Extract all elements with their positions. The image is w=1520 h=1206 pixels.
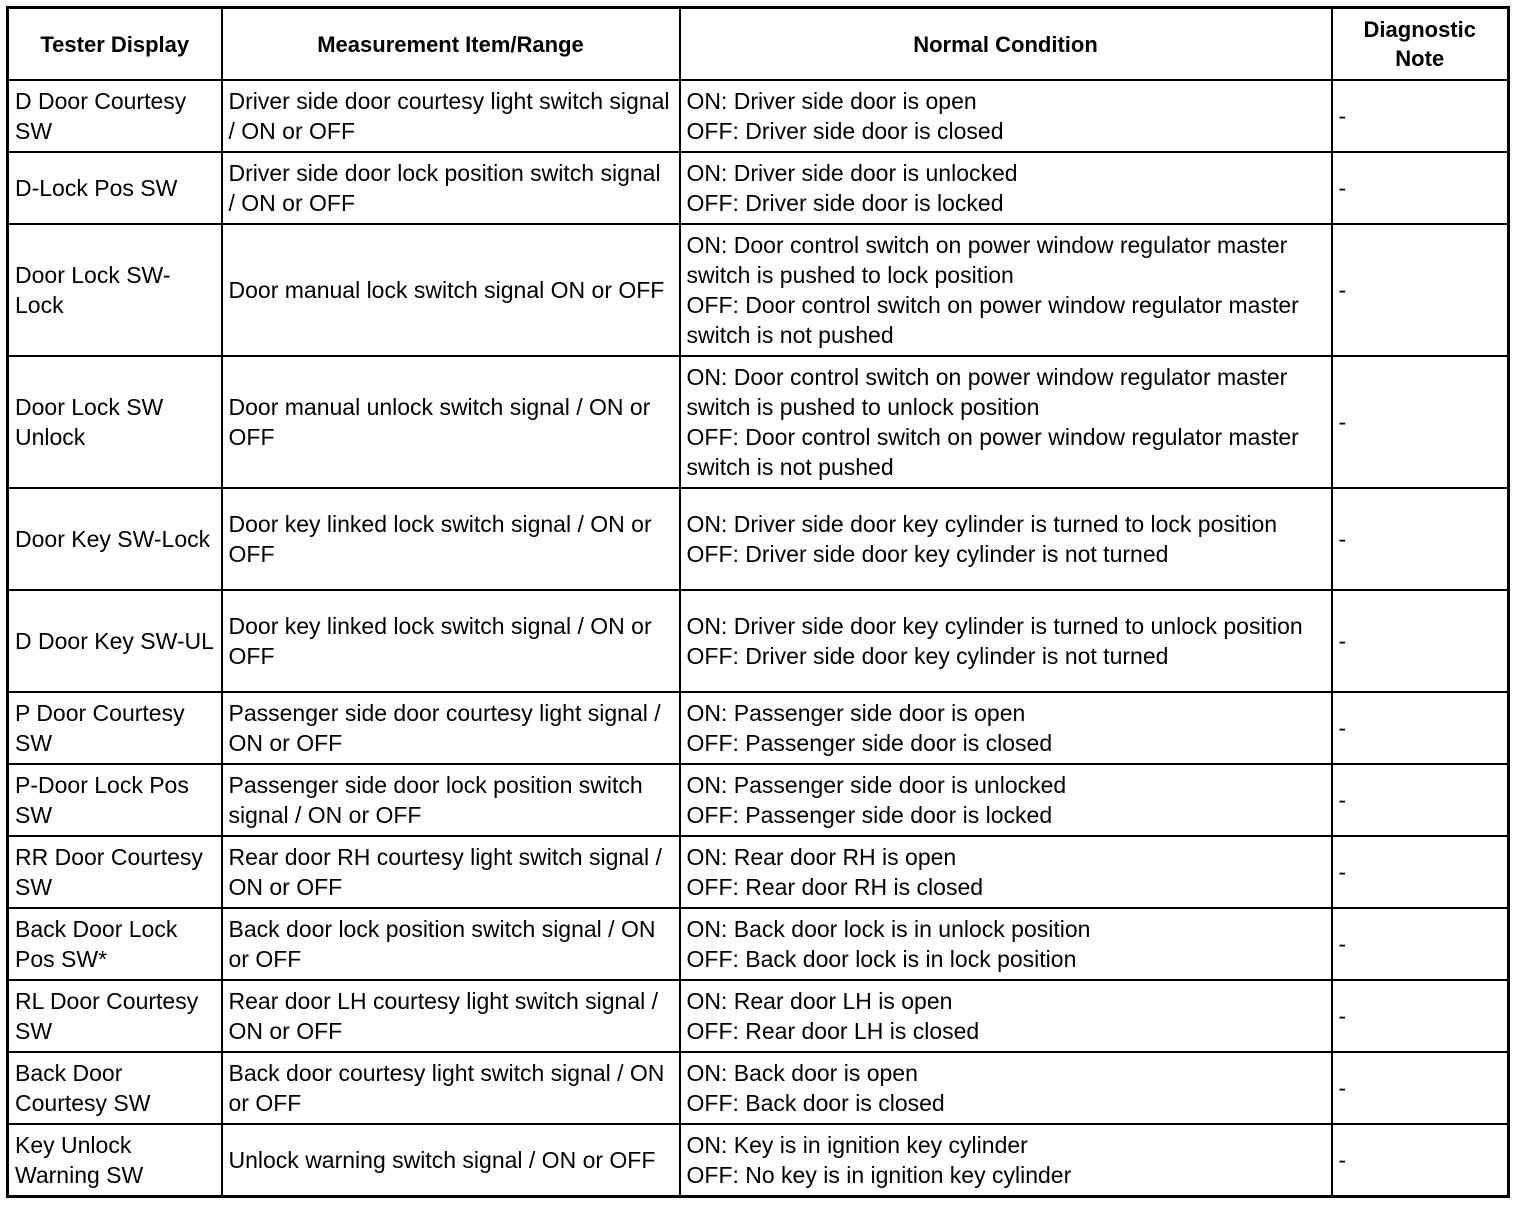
tester-display-cell: D Door Courtesy SW bbox=[8, 80, 222, 152]
measurement-cell: Driver side door courtesy light switch signal / ON or OFF bbox=[222, 80, 680, 152]
tester-display-cell: P-Door Lock Pos SW bbox=[8, 764, 222, 836]
condition-off: OFF: Door control switch on power window regulator master switch is not pushed bbox=[686, 292, 1299, 348]
condition-off: OFF: Back door is closed bbox=[686, 1090, 945, 1116]
table-row bbox=[8, 980, 1509, 1052]
diagnostic-note-cell: - bbox=[1332, 1052, 1509, 1124]
diagnostic-note-cell: - bbox=[1332, 224, 1509, 356]
condition-off: OFF: Passenger side door is locked bbox=[686, 802, 1053, 828]
measurement-cell: Rear door LH courtesy light switch signal / ON or OFF bbox=[222, 980, 680, 1052]
diagnostic-note-cell: - bbox=[1332, 80, 1509, 152]
diagnostic-note-cell: - bbox=[1332, 692, 1509, 764]
table-header-row bbox=[8, 8, 1509, 81]
table-row bbox=[8, 764, 1509, 836]
condition-on: ON: Back door lock is in unlock position bbox=[686, 916, 1091, 942]
table-row bbox=[8, 590, 1509, 692]
table-row bbox=[8, 224, 1509, 356]
normal-condition-cell bbox=[680, 764, 1332, 836]
tester-display-cell: D Door Key SW-UL bbox=[8, 590, 222, 692]
condition-off: OFF: Back door lock is in lock position bbox=[686, 946, 1077, 972]
table-row bbox=[8, 692, 1509, 764]
condition-on: ON: Passenger side door is open bbox=[686, 700, 1026, 726]
tester-display-cell: Door Lock SW-Lock bbox=[8, 224, 222, 356]
normal-condition-cell bbox=[680, 224, 1332, 356]
table-row bbox=[8, 80, 1509, 152]
condition-on: ON: Door control switch on power window regulator master switch is pushed to lock position bbox=[686, 232, 1288, 288]
tester-display-cell: RL Door Courtesy SW bbox=[8, 980, 222, 1052]
header-normal-condition: Normal Condition bbox=[680, 8, 1332, 81]
normal-condition-cell bbox=[680, 692, 1332, 764]
normal-condition-cell bbox=[680, 590, 1332, 692]
diagnostic-note-cell: - bbox=[1332, 356, 1509, 488]
diagnostic-note-cell: - bbox=[1332, 590, 1509, 692]
condition-off: OFF: Door control switch on power window regulator master switch is not pushed bbox=[686, 424, 1299, 480]
data-monitor-table bbox=[6, 6, 1510, 1198]
measurement-cell: Rear door RH courtesy light switch signal / ON or OFF bbox=[222, 836, 680, 908]
tester-display-cell: Door Key SW-Lock bbox=[8, 488, 222, 590]
normal-condition-cell bbox=[680, 836, 1332, 908]
table-row bbox=[8, 356, 1509, 488]
measurement-cell: Unlock warning switch signal / ON or OFF bbox=[222, 1124, 680, 1196]
measurement-cell: Back door courtesy light switch signal / ON or OFF bbox=[222, 1052, 680, 1124]
table-row bbox=[8, 836, 1509, 908]
condition-off: OFF: Rear door RH is closed bbox=[686, 874, 984, 900]
condition-on: ON: Driver side door is unlocked bbox=[686, 160, 1018, 186]
tester-display-cell: Back Door Courtesy SW bbox=[8, 1052, 222, 1124]
header-diagnostic-note: Diagnostic Note bbox=[1332, 8, 1509, 81]
measurement-cell: Passenger side door courtesy light signal / ON or OFF bbox=[222, 692, 680, 764]
condition-on: ON: Door control switch on power window regulator master switch is pushed to unlock position bbox=[686, 364, 1288, 420]
header-tester-display: Tester Display bbox=[8, 8, 222, 81]
condition-on: ON: Key is in ignition key cylinder bbox=[686, 1131, 1028, 1158]
normal-condition-cell bbox=[680, 356, 1332, 488]
table-row bbox=[8, 908, 1509, 980]
condition-on: ON: Driver side door is open bbox=[686, 88, 977, 114]
measurement-cell: Door key linked lock switch signal / ON or OFF bbox=[222, 590, 680, 692]
condition-off: OFF: Rear door LH is closed bbox=[686, 1018, 980, 1044]
normal-condition-cell bbox=[680, 908, 1332, 980]
table-row bbox=[8, 152, 1509, 224]
condition-on: ON: Rear door LH is open bbox=[686, 988, 953, 1014]
condition-on: ON: Passenger side door is unlocked bbox=[686, 772, 1067, 798]
condition-off: OFF: Passenger side door is closed bbox=[686, 730, 1053, 756]
tester-display-cell: Back Door Lock Pos SW* bbox=[8, 908, 222, 980]
measurement-cell: Door manual unlock switch signal / ON or OFF bbox=[222, 356, 680, 488]
condition-off: OFF: Driver side door key cylinder is not turned bbox=[686, 643, 1169, 669]
normal-condition-cell bbox=[680, 80, 1332, 152]
measurement-cell: Passenger side door lock position switch signal / ON or OFF bbox=[222, 764, 680, 836]
condition-off: OFF: Driver side door key cylinder is not turned bbox=[686, 541, 1169, 567]
diagnostic-note-cell: - bbox=[1332, 980, 1509, 1052]
tester-display-cell: D-Lock Pos SW bbox=[8, 152, 222, 224]
diagnostic-note-cell: - bbox=[1332, 1124, 1509, 1196]
diagnostic-note-cell: - bbox=[1332, 764, 1509, 836]
normal-condition-cell bbox=[680, 1052, 1332, 1124]
diagnostic-note-cell: - bbox=[1332, 488, 1509, 590]
tester-display-cell: Door Lock SW Unlock bbox=[8, 356, 222, 488]
condition-off: OFF: No key is in ignition key cylinder bbox=[686, 1161, 1072, 1188]
normal-condition-cell bbox=[680, 488, 1332, 590]
normal-condition-cell bbox=[680, 980, 1332, 1052]
measurement-cell: Driver side door lock position switch signal / ON or OFF bbox=[222, 152, 680, 224]
normal-condition-cell bbox=[680, 152, 1332, 224]
diagnostic-note-cell: - bbox=[1332, 908, 1509, 980]
diagnostic-note-cell: - bbox=[1332, 836, 1509, 908]
diagnostic-note-cell: - bbox=[1332, 152, 1509, 224]
condition-on: ON: Back door is open bbox=[686, 1060, 918, 1086]
condition-off: OFF: Driver side door is closed bbox=[686, 118, 1004, 144]
condition-off: OFF: Driver side door is locked bbox=[686, 190, 1004, 216]
tester-display-cell: RR Door Courtesy SW bbox=[8, 836, 222, 908]
header-measurement-item-range: Measurement Item/Range bbox=[222, 8, 680, 81]
condition-on: ON: Driver side door key cylinder is turned to lock position bbox=[686, 511, 1278, 537]
condition-on: ON: Rear door RH is open bbox=[686, 844, 957, 870]
normal-condition-cell bbox=[680, 1124, 1332, 1196]
table-row bbox=[8, 488, 1509, 590]
table-row bbox=[8, 1124, 1509, 1196]
measurement-cell: Door key linked lock switch signal / ON or OFF bbox=[222, 488, 680, 590]
condition-on: ON: Driver side door key cylinder is turned to unlock position bbox=[686, 613, 1303, 639]
tester-display-cell: Key Unlock Warning SW bbox=[8, 1124, 222, 1196]
measurement-cell: Back door lock position switch signal / ON or OFF bbox=[222, 908, 680, 980]
measurement-cell: Door manual lock switch signal ON or OFF bbox=[222, 224, 680, 356]
table-row bbox=[8, 1052, 1509, 1124]
tester-display-cell: P Door Courtesy SW bbox=[8, 692, 222, 764]
